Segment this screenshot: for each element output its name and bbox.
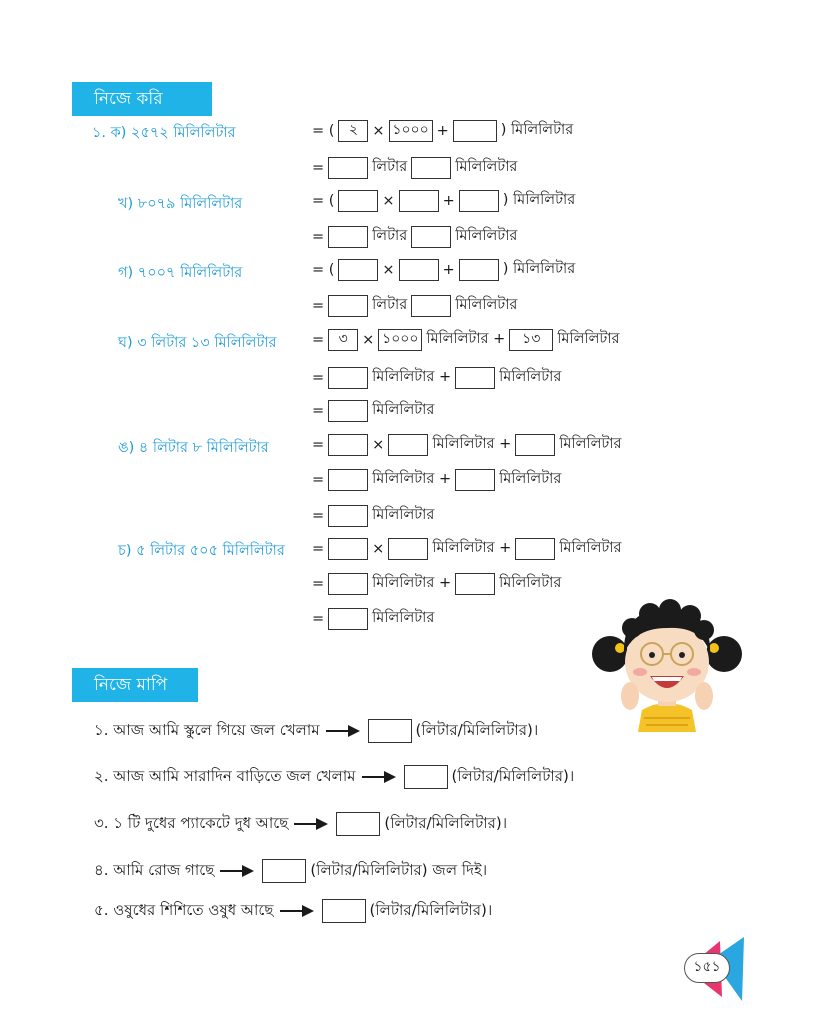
answer-box[interactable] xyxy=(328,157,368,179)
answer-box[interactable] xyxy=(388,538,428,560)
arrow-right-icon xyxy=(326,724,360,738)
equation-line xyxy=(310,503,436,529)
measure-item-text: ১. আজ আমি স্কুলে গিয়ে জল খেলাম xyxy=(94,720,320,739)
equation-text: মিলিলিটার xyxy=(372,507,435,523)
equation-text: মিলিলিটার + xyxy=(372,575,452,591)
equation-text: ) মিলিলিটার xyxy=(500,122,574,138)
measure-item-unit: (লিটার/মিলিলিটার)। xyxy=(369,900,493,919)
equation-text: মিলিলিটার xyxy=(455,228,518,244)
equation-text: মিলিলিটার xyxy=(499,471,562,487)
equation-line xyxy=(310,257,577,283)
answer-box[interactable] xyxy=(328,295,368,317)
equation-line xyxy=(310,327,621,353)
equation-text: = xyxy=(312,160,325,176)
measure-item-text: ৫. ওষুধের শিশিতে ওষুধ আছে xyxy=(94,900,274,919)
answer-box[interactable] xyxy=(328,505,368,527)
equation-text: = xyxy=(312,332,325,348)
answer-box[interactable] xyxy=(322,899,366,923)
equation-text: = xyxy=(312,298,325,314)
measure-item-unit: (লিটার/মিলিলিটার)। xyxy=(415,720,539,739)
equation-line xyxy=(310,536,623,562)
equation-text: মিলিলিটার xyxy=(455,159,518,175)
equation-text: মিলিলিটার + xyxy=(426,331,506,347)
equation-text: × xyxy=(372,541,385,557)
answer-box[interactable] xyxy=(411,226,451,248)
answer-box[interactable] xyxy=(262,859,306,883)
equation-text: লিটার xyxy=(372,297,408,313)
equation-text: ) মিলিলিটার xyxy=(502,192,576,208)
equation-line xyxy=(310,293,519,319)
measure-item-text: ৩. ১ টি দুধের প্যাকেটে দুধ আছে xyxy=(94,813,289,832)
answer-box-filled: ১০০০ xyxy=(389,120,433,142)
equation-line xyxy=(310,467,563,493)
equation-line xyxy=(310,118,575,144)
problem-label: ঘ) ৩ লিটার ১৩ মিলিলিটার xyxy=(118,335,277,351)
answer-box[interactable] xyxy=(453,120,497,142)
equation-text: মিলিলিটার xyxy=(559,540,622,556)
answer-box-filled: ৩ xyxy=(328,329,358,351)
answer-box[interactable] xyxy=(328,226,368,248)
equation-line xyxy=(310,606,436,632)
girl-illustration xyxy=(592,592,742,732)
equation-text: × xyxy=(362,332,375,348)
equation-text: মিলিলিটার xyxy=(455,297,518,313)
answer-box[interactable] xyxy=(455,367,495,389)
equation-text: = ( xyxy=(312,262,335,278)
measure-item xyxy=(94,717,538,745)
equation-text: × xyxy=(382,262,395,278)
measure-item xyxy=(94,857,487,885)
answer-box[interactable] xyxy=(455,573,495,595)
answer-box[interactable] xyxy=(411,295,451,317)
measure-item xyxy=(94,897,492,925)
equation-text: ) মিলিলিটার xyxy=(502,261,576,277)
answer-box[interactable] xyxy=(328,400,368,422)
page-number-badge xyxy=(672,935,748,1003)
answer-box-filled: ২ xyxy=(338,120,368,142)
answer-box[interactable] xyxy=(336,812,380,836)
equation-line xyxy=(310,571,563,597)
equation-text: × xyxy=(382,193,395,209)
answer-box[interactable] xyxy=(368,719,412,743)
equation-text: মিলিলিটার + xyxy=(372,369,452,385)
answer-box-filled: ১০০০ xyxy=(378,329,422,351)
equation-text: = xyxy=(312,576,325,592)
equation-text: = xyxy=(312,229,325,245)
equation-text: মিলিলিটার + xyxy=(372,471,452,487)
equation-text: মিলিলিটার + xyxy=(432,436,512,452)
equation-text: মিলিলিটার xyxy=(559,436,622,452)
answer-box[interactable] xyxy=(411,157,451,179)
equation-text: × xyxy=(372,437,385,453)
answer-box[interactable] xyxy=(404,765,448,789)
answer-box[interactable] xyxy=(328,469,368,491)
arrow-right-icon xyxy=(294,817,328,831)
answer-box[interactable] xyxy=(515,538,555,560)
measure-item-unit: (লিটার/মিলিলিটার)। xyxy=(451,766,575,785)
answer-box[interactable] xyxy=(328,434,368,456)
equation-text: মিলিলিটার xyxy=(499,369,562,385)
answer-box[interactable] xyxy=(328,608,368,630)
equation-text: + xyxy=(442,193,455,209)
equation-text: মিলিলিটার xyxy=(499,575,562,591)
equation-text: লিটার xyxy=(372,159,408,175)
answer-box[interactable] xyxy=(515,434,555,456)
measure-item-unit: (লিটার/মিলিলিটার)। xyxy=(384,813,508,832)
equation-text: = ( xyxy=(312,193,335,209)
equation-line xyxy=(310,155,519,181)
answer-box[interactable] xyxy=(328,367,368,389)
answer-box[interactable] xyxy=(328,573,368,595)
equation-text: = xyxy=(312,370,325,386)
answer-box[interactable] xyxy=(459,259,499,281)
equation-line xyxy=(310,432,623,458)
equation-text: = xyxy=(312,472,325,488)
problem-label: খ) ৮০৭৯ মিলিলিটার xyxy=(118,196,243,212)
section-title-nije-mapi: নিজে মাপি xyxy=(72,668,198,702)
measure-item xyxy=(94,763,574,791)
problem-label: ঙ) ৪ লিটার ৮ মিলিলিটার xyxy=(118,440,269,456)
equation-text: = xyxy=(312,508,325,524)
arrow-right-icon xyxy=(280,904,314,918)
equation-text: + xyxy=(442,262,455,278)
measure-item xyxy=(94,810,507,838)
equation-text: মিলিলিটার xyxy=(372,402,435,418)
answer-box[interactable] xyxy=(338,259,378,281)
page-number: ১৫১ xyxy=(684,953,730,983)
answer-box[interactable] xyxy=(455,469,495,491)
equation-line xyxy=(310,365,563,391)
measure-item-text: ২. আজ আমি সারাদিন বাড়িতে জল খেলাম xyxy=(94,766,356,785)
equation-line xyxy=(310,188,577,214)
answer-box[interactable] xyxy=(388,434,428,456)
problem-label: চ) ৫ লিটার ৫০৫ মিলিলিটার xyxy=(118,543,285,559)
equation-text: মিলিলিটার xyxy=(557,331,620,347)
answer-box[interactable] xyxy=(338,190,378,212)
section-title-nije-kori: নিজে করি xyxy=(72,82,212,116)
problem-label: গ) ৭০০৭ মিলিলিটার xyxy=(118,265,243,281)
answer-box[interactable] xyxy=(399,190,439,212)
equation-text: মিলিলিটার + xyxy=(432,540,512,556)
equation-text: = ( xyxy=(312,123,335,139)
answer-box[interactable] xyxy=(328,538,368,560)
equation-text: + xyxy=(436,123,449,139)
equation-text: = xyxy=(312,611,325,627)
problem-label: ১. ক) ২৫৭২ মিলিলিটার xyxy=(92,125,236,141)
equation-text: মিলিলিটার xyxy=(372,610,435,626)
equation-text: = xyxy=(312,541,325,557)
answer-box[interactable] xyxy=(399,259,439,281)
arrow-right-icon xyxy=(362,770,396,784)
equation-line xyxy=(310,398,436,424)
equation-text: লিটার xyxy=(372,228,408,244)
equation-text: × xyxy=(372,123,385,139)
answer-box[interactable] xyxy=(459,190,499,212)
equation-text: = xyxy=(312,437,325,453)
equation-line xyxy=(310,224,519,250)
arrow-right-icon xyxy=(220,864,254,878)
equation-text: = xyxy=(312,403,325,419)
measure-item-text: ৪. আমি রোজ গাছে xyxy=(94,860,215,879)
measure-item-unit: (লিটার/মিলিলিটার) জল দিই। xyxy=(310,860,488,879)
answer-box-filled: ১৩ xyxy=(509,329,553,351)
